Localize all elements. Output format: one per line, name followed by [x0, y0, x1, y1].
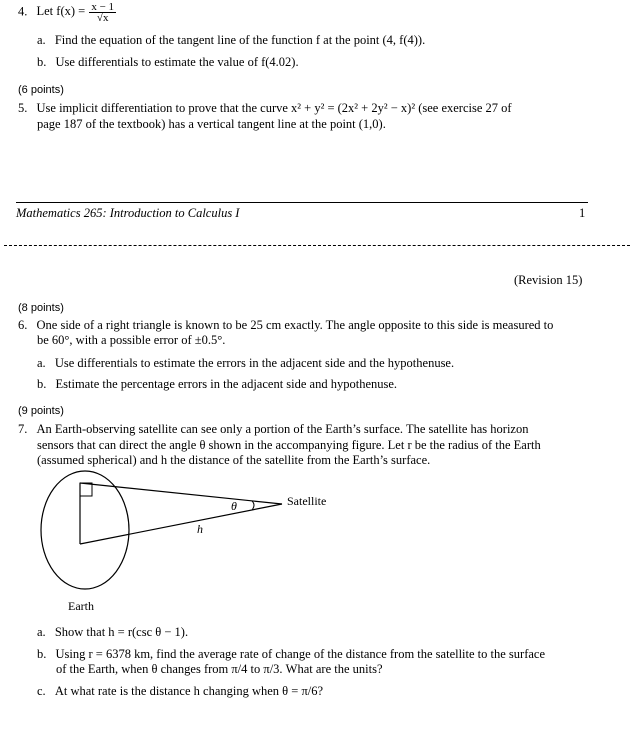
q5-points: (6 points) — [18, 84, 64, 96]
page-break-divider — [4, 245, 630, 246]
q6-part-a-text: Use differentials to estimate the errors in the adjacent side and the hypothenuse. — [54, 356, 455, 370]
h-label: h — [197, 522, 203, 536]
theta-arc — [252, 501, 254, 510]
q6-part-b-label: b. — [37, 377, 47, 391]
q4-fraction-numerator: x − 1 — [91, 1, 115, 13]
q6-text-line2: be 60°, with a possible error of ±0.5°. — [37, 333, 226, 347]
q6-part-a-label: a. — [37, 356, 46, 370]
q7-part-b-label: b. — [37, 647, 47, 661]
right-angle-marker — [80, 483, 92, 496]
q6-part-b-text: Estimate the percentage errors in the adjacent side and hypothenuse. — [55, 377, 398, 391]
q7-points: (9 points) — [18, 405, 64, 417]
q5-text-line1: Use implicit differentiation to prove that the curve x² + y² = (2x² + 2y² − x)² (see exercise 27 of — [36, 101, 512, 115]
q5-line1 — [18, 101, 512, 116]
footer-course-title: Mathematics 265: Introduction to Calculus I — [16, 206, 240, 220]
q7-part-c — [37, 684, 323, 699]
q7-part-b-text: Using r = 6378 km, find the average rate of change of the distance from the satellite to the surface — [55, 647, 546, 661]
q7-part-b — [37, 647, 545, 662]
satellite-label: Satellite — [287, 494, 327, 508]
q7-part-b-line2: of the Earth, when θ changes from π/4 to π/3. What are the units? — [56, 662, 383, 676]
q4-part-a-text: Find the equation of the tangent line of the function f at the point (4, f(4)). — [54, 33, 426, 47]
q4-part-b — [37, 55, 299, 70]
theta-label: θ — [231, 499, 237, 513]
q4-stem: Let f(x) = — [36, 4, 86, 19]
earth-label: Earth — [68, 599, 94, 613]
footer-page-number: 1 — [579, 206, 586, 220]
q6-line1 — [18, 318, 553, 333]
q5-number: 5. — [18, 101, 28, 115]
q6-points: (8 points) — [18, 302, 64, 314]
q7-part-a-label: a. — [37, 625, 46, 639]
q4-part-b-text: Use differentials to estimate the value of f(4.02). — [55, 55, 299, 69]
q7-part-c-text: At what rate is the distance h changing when θ = π/6? — [54, 684, 324, 698]
q4-number: 4. — [18, 4, 28, 19]
q7-number: 7. — [18, 422, 28, 436]
q4-header — [18, 2, 117, 23]
q4-part-b-label: b. — [37, 55, 47, 69]
q4-fraction-denominator: √x — [96, 12, 109, 24]
q7-line1 — [18, 422, 528, 437]
q7-text-line2: sensors that can direct the angle θ shown in the accompanying figure. Let r be the radius of the Earth — [37, 438, 541, 452]
q4-part-a — [37, 33, 425, 48]
q6-part-b — [37, 377, 397, 392]
tangent-line — [80, 483, 282, 504]
q4-fraction — [89, 2, 116, 23]
q6-text-line1: One side of a right triangle is known to be 25 cm exactly. The angle opposite to this side is measured to — [36, 318, 554, 332]
q7-text-line3: (assumed spherical) and h the distance of the satellite from the Earth’s surface. — [37, 453, 431, 467]
footer-rule — [16, 202, 588, 203]
q5-text-line2: page 187 of the textbook) has a vertical tangent line at the point (1,0). — [37, 117, 386, 131]
earth-satellite-figure — [0, 470, 634, 615]
earth-circle — [41, 471, 129, 589]
center-to-satellite-line — [80, 504, 282, 544]
q7-text-line1: An Earth-observing satellite can see only a portion of the Earth’s surface. The satellite has horizon — [36, 422, 529, 436]
q6-number: 6. — [18, 318, 28, 332]
q7-part-a — [37, 625, 188, 640]
q4-part-a-label: a. — [37, 33, 46, 47]
q7-part-a-text: Show that h = r(csc θ − 1). — [54, 625, 189, 639]
q7-part-c-label: c. — [37, 684, 46, 698]
q6-part-a — [37, 356, 454, 371]
revision-label: (Revision 15) — [514, 273, 583, 287]
